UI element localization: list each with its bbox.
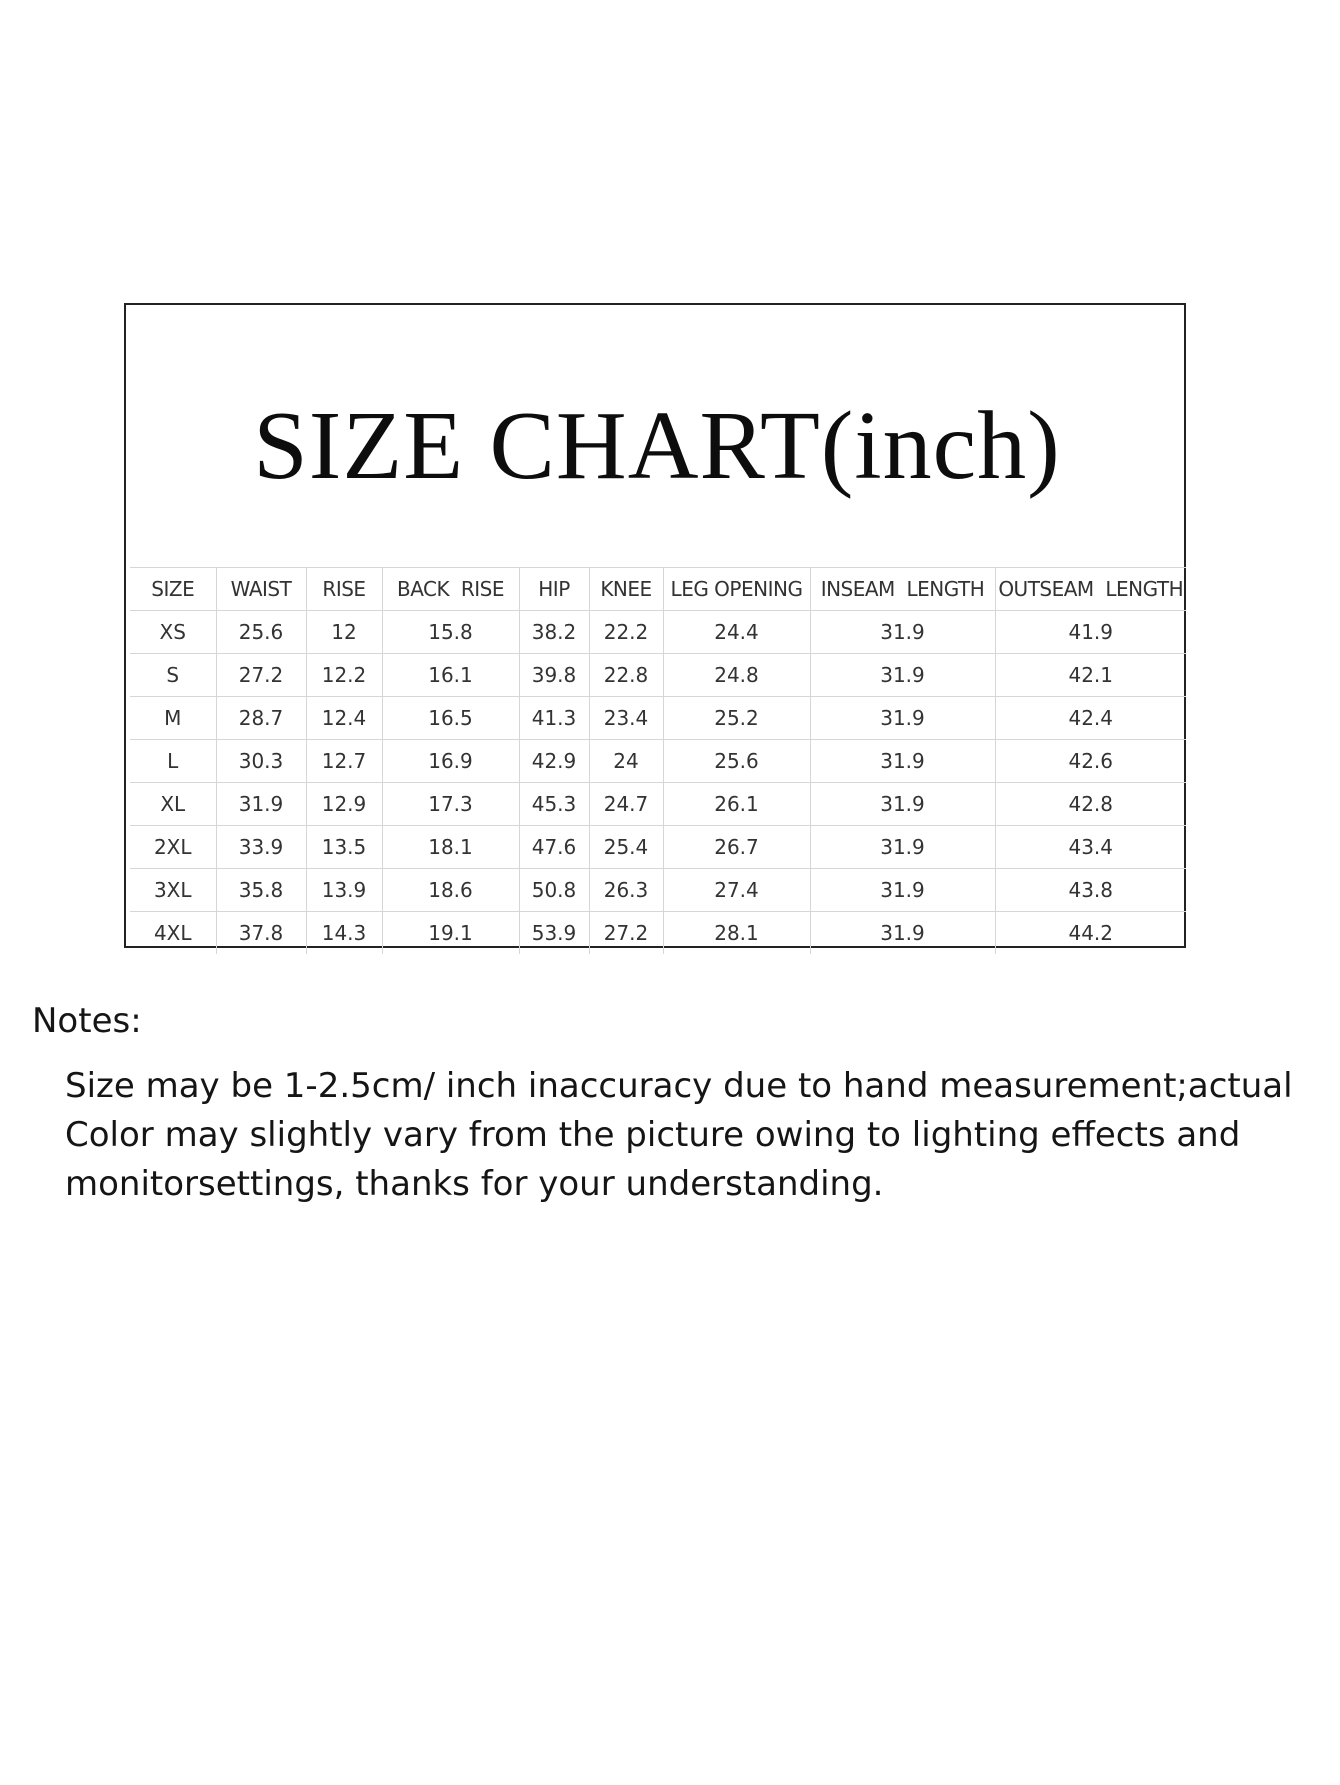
cell-knee: 25.4 [589,826,663,869]
notes-line: monitorsettings, thanks for your understanding. [65,1164,884,1204]
notes-line: Size may be 1-2.5cm/ inch inaccuracy due to hand measurement;actual [65,1066,1293,1106]
cell-waist: 30.3 [216,740,306,783]
table-row [130,912,1186,955]
cell-inseam-length: 31.9 [810,912,995,955]
cell-waist: 33.9 [216,826,306,869]
cell-outseam-length: 42.6 [995,740,1186,783]
cell-size: 2XL [130,826,216,869]
cell-waist: 37.8 [216,912,306,955]
cell-inseam-length: 31.9 [810,611,995,654]
cell-hip: 42.9 [519,740,589,783]
cell-inseam-length: 31.9 [810,869,995,912]
cell-outseam-length: 43.8 [995,869,1186,912]
header-hip: HIP [519,568,589,611]
cell-outseam-length: 42.1 [995,654,1186,697]
cell-size: XL [130,783,216,826]
table-header-row [130,568,1186,611]
table-body [130,611,1186,955]
cell-knee: 24 [589,740,663,783]
cell-rise: 12 [306,611,382,654]
cell-back-rise: 17.3 [382,783,519,826]
notes-body [65,1062,1325,1209]
cell-inseam-length: 31.9 [810,826,995,869]
cell-knee: 27.2 [589,912,663,955]
table-row [130,783,1186,826]
cell-outseam-length: 43.4 [995,826,1186,869]
cell-rise: 12.4 [306,697,382,740]
cell-back-rise: 16.5 [382,697,519,740]
cell-rise: 13.5 [306,826,382,869]
cell-knee: 24.7 [589,783,663,826]
cell-leg-opening: 26.1 [663,783,810,826]
cell-hip: 38.2 [519,611,589,654]
header-outseam-length: OUTSEAM LENGTH [995,568,1186,611]
cell-knee: 23.4 [589,697,663,740]
cell-back-rise: 18.1 [382,826,519,869]
cell-size: XS [130,611,216,654]
notes-heading: Notes: [32,1001,142,1041]
cell-waist: 31.9 [216,783,306,826]
cell-rise: 14.3 [306,912,382,955]
cell-rise: 13.9 [306,869,382,912]
size-chart [124,303,1186,948]
table-row [130,611,1186,654]
cell-outseam-length: 44.2 [995,912,1186,955]
cell-outseam-length: 41.9 [995,611,1186,654]
cell-leg-opening: 28.1 [663,912,810,955]
notes-line: Color may slightly vary from the picture owing to lighting effects and [65,1115,1241,1155]
header-knee: KNEE [589,568,663,611]
cell-hip: 53.9 [519,912,589,955]
cell-size: M [130,697,216,740]
header-waist: WAIST [216,568,306,611]
cell-size: 4XL [130,912,216,955]
cell-outseam-length: 42.8 [995,783,1186,826]
cell-hip: 39.8 [519,654,589,697]
cell-leg-opening: 25.6 [663,740,810,783]
header-inseam-length: INSEAM LENGTH [810,568,995,611]
cell-back-rise: 19.1 [382,912,519,955]
cell-inseam-length: 31.9 [810,697,995,740]
cell-back-rise: 16.9 [382,740,519,783]
cell-rise: 12.2 [306,654,382,697]
table-row [130,869,1186,912]
cell-inseam-length: 31.9 [810,783,995,826]
cell-waist: 28.7 [216,697,306,740]
cell-rise: 12.9 [306,783,382,826]
header-size: SIZE [130,568,216,611]
cell-hip: 45.3 [519,783,589,826]
table-row [130,697,1186,740]
cell-back-rise: 15.8 [382,611,519,654]
cell-size: S [130,654,216,697]
chart-title: SIZE CHART(inch) [253,392,1061,500]
cell-size: 3XL [130,869,216,912]
cell-waist: 25.6 [216,611,306,654]
cell-hip: 47.6 [519,826,589,869]
cell-knee: 26.3 [589,869,663,912]
cell-leg-opening: 25.2 [663,697,810,740]
cell-size: L [130,740,216,783]
cell-outseam-length: 42.4 [995,697,1186,740]
cell-hip: 41.3 [519,697,589,740]
header-rise: RISE [306,568,382,611]
cell-leg-opening: 24.8 [663,654,810,697]
cell-leg-opening: 27.4 [663,869,810,912]
cell-inseam-length: 31.9 [810,654,995,697]
cell-knee: 22.2 [589,611,663,654]
cell-leg-opening: 24.4 [663,611,810,654]
table-row [130,826,1186,869]
table-row [130,740,1186,783]
header-leg-opening: LEG OPENING [663,568,810,611]
size-table [130,567,1186,954]
cell-back-rise: 18.6 [382,869,519,912]
cell-back-rise: 16.1 [382,654,519,697]
cell-leg-opening: 26.7 [663,826,810,869]
table-row [130,654,1186,697]
cell-rise: 12.7 [306,740,382,783]
cell-waist: 35.8 [216,869,306,912]
cell-hip: 50.8 [519,869,589,912]
header-back-rise: BACK RISE [382,568,519,611]
cell-waist: 27.2 [216,654,306,697]
cell-inseam-length: 31.9 [810,740,995,783]
cell-knee: 22.8 [589,654,663,697]
